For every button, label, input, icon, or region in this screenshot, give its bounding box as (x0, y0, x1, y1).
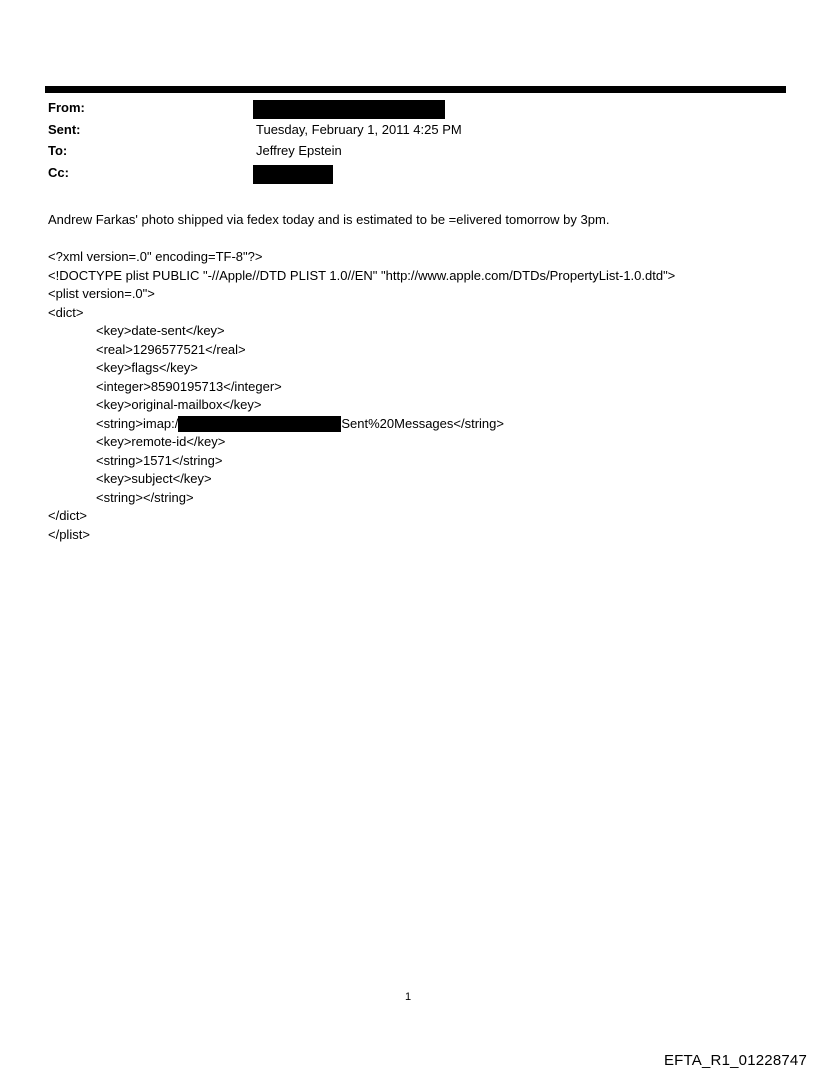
sent-value: Tuesday, February 1, 2011 4:25 PM (256, 121, 462, 137)
plist-line: <string>1571</string> (96, 452, 223, 468)
header-row-from (48, 100, 462, 122)
from-redaction-bar (253, 100, 445, 119)
imap-string-suffix: Sent%20Messages</string> (341, 415, 504, 431)
email-header (48, 100, 462, 186)
imap-redaction-bar (178, 416, 341, 432)
plist-line: </plist> (48, 526, 90, 542)
cc-redaction-bar (253, 165, 333, 184)
page-number: 1 (404, 991, 412, 1003)
cc-label: Cc: (48, 164, 69, 180)
bates-number: EFTA_R1_01228747 (663, 1052, 807, 1069)
header-row-cc (48, 165, 462, 187)
header-row-to (48, 143, 462, 165)
plist-line: <dict> (48, 304, 84, 320)
plist-line: <?xml version=.0" encoding=TF-8"?> (48, 249, 263, 264)
header-row-sent (48, 122, 462, 144)
imap-string-prefix: <string>imap:/ (96, 415, 179, 431)
header-divider-rule (45, 86, 786, 93)
plist-line-imap (48, 415, 778, 434)
sent-label: Sent: (48, 121, 81, 137)
plist-line: <key>subject</key> (96, 471, 212, 486)
from-label: From: (48, 100, 85, 115)
plist-line: <string></string> (96, 489, 194, 505)
plist-line: <key>original-mailbox</key> (96, 397, 262, 412)
body-paragraph: Andrew Farkas' photo shipped via fedex today and is estimated to be =elivered tomorrow by 3pm. (48, 212, 610, 227)
plist-line: <!DOCTYPE plist PUBLIC "-//Apple//DTD PLIST 1.0//EN" "http://www.apple.com/DTDs/PropertyList-1.0.dtd"> (48, 267, 676, 283)
blank-line (48, 230, 778, 249)
plist-line: <key>flags</key> (96, 360, 198, 375)
to-label: To: (48, 143, 68, 158)
plist-line: <plist version=.0"> (48, 286, 155, 301)
cc-value (256, 165, 333, 184)
plist-line: <real>1296577521</real> (96, 341, 246, 357)
plist-line: </dict> (48, 508, 88, 523)
plist-line: <key>remote-id</key> (96, 434, 226, 449)
from-value (256, 100, 445, 119)
plist-line: <integer>8590195713</integer> (96, 378, 282, 394)
plist-line: <key>date-sent</key> (96, 323, 225, 338)
to-value: Jeffrey Epstein (256, 143, 342, 158)
email-body (48, 211, 778, 544)
